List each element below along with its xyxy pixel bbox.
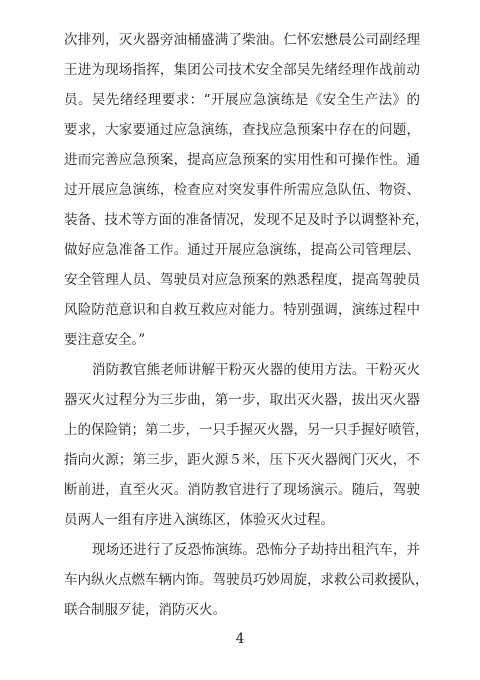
text-line: 王进为现场指挥，集团公司技术安全部吴先绪经理作战前动 [64, 62, 420, 78]
text-line: 装备、技术等方面的准备情况，发现不足及时予以调整补充， [64, 212, 429, 228]
text-line: 员。吴先绪经理要求：“开展应急演练是《安全生产法》的 [64, 92, 420, 108]
text-line: 联合制服歹徒，消防灭火。 [64, 602, 226, 618]
text-line: 次排列，灭火器旁油桶盛满了柴油。仁怀宏懋晨公司副经理 [64, 32, 420, 48]
paragraph-first-line: 消防教官熊老师讲解干粉灭火器的使用方法。干粉灭火 [92, 362, 420, 378]
text-line: 员两人一组有序进入演练区，体验灭火过程。 [64, 512, 334, 528]
text-line: 断前进，直至火灭。消防教官进行了现场演示。随后，驾驶 [64, 482, 420, 498]
text-line: 器灭火过程分为三步曲，第一步，取出灭火器，拔出灭火器 [64, 392, 420, 408]
text-line: 风险防范意识和自救互救应对能力。特别强调，演练过程中 [64, 302, 420, 318]
text-line: 指向火源；第三步，距火源５米，压下灭火器阀门灭火，不 [64, 452, 420, 468]
paragraph-first-line: 现场还进行了反恐怖演练。恐怖分子劫持出租汽车，并 [92, 542, 420, 558]
text-line: 安全管理人员、驾驶员对应急预案的熟悉程度，提高驾驶员 [64, 272, 420, 288]
text-line: 上的保险销；第二步，一只手握灭火器，另一只手握好喷管， [64, 422, 429, 438]
text-line: 要求，大家要通过应急演练，查找应急预案中存在的问题， [64, 122, 420, 138]
text-line: 要注意安全。” [64, 332, 146, 348]
text-line: 进而完善应急预案，提高应急预案的实用性和可操作性。通 [64, 152, 420, 168]
text-line: 车内纵火点燃车辆内饰。驾驶员巧妙周旋，求救公司救援队， [64, 572, 429, 588]
text-line: 过开展应急演练，检查应对突发事件所需应急队伍、物资、 [64, 182, 420, 198]
text-line: 做好应急准备工作。通过开展应急演练，提高公司管理层、 [64, 242, 420, 258]
page-number: 4 [235, 631, 245, 647]
